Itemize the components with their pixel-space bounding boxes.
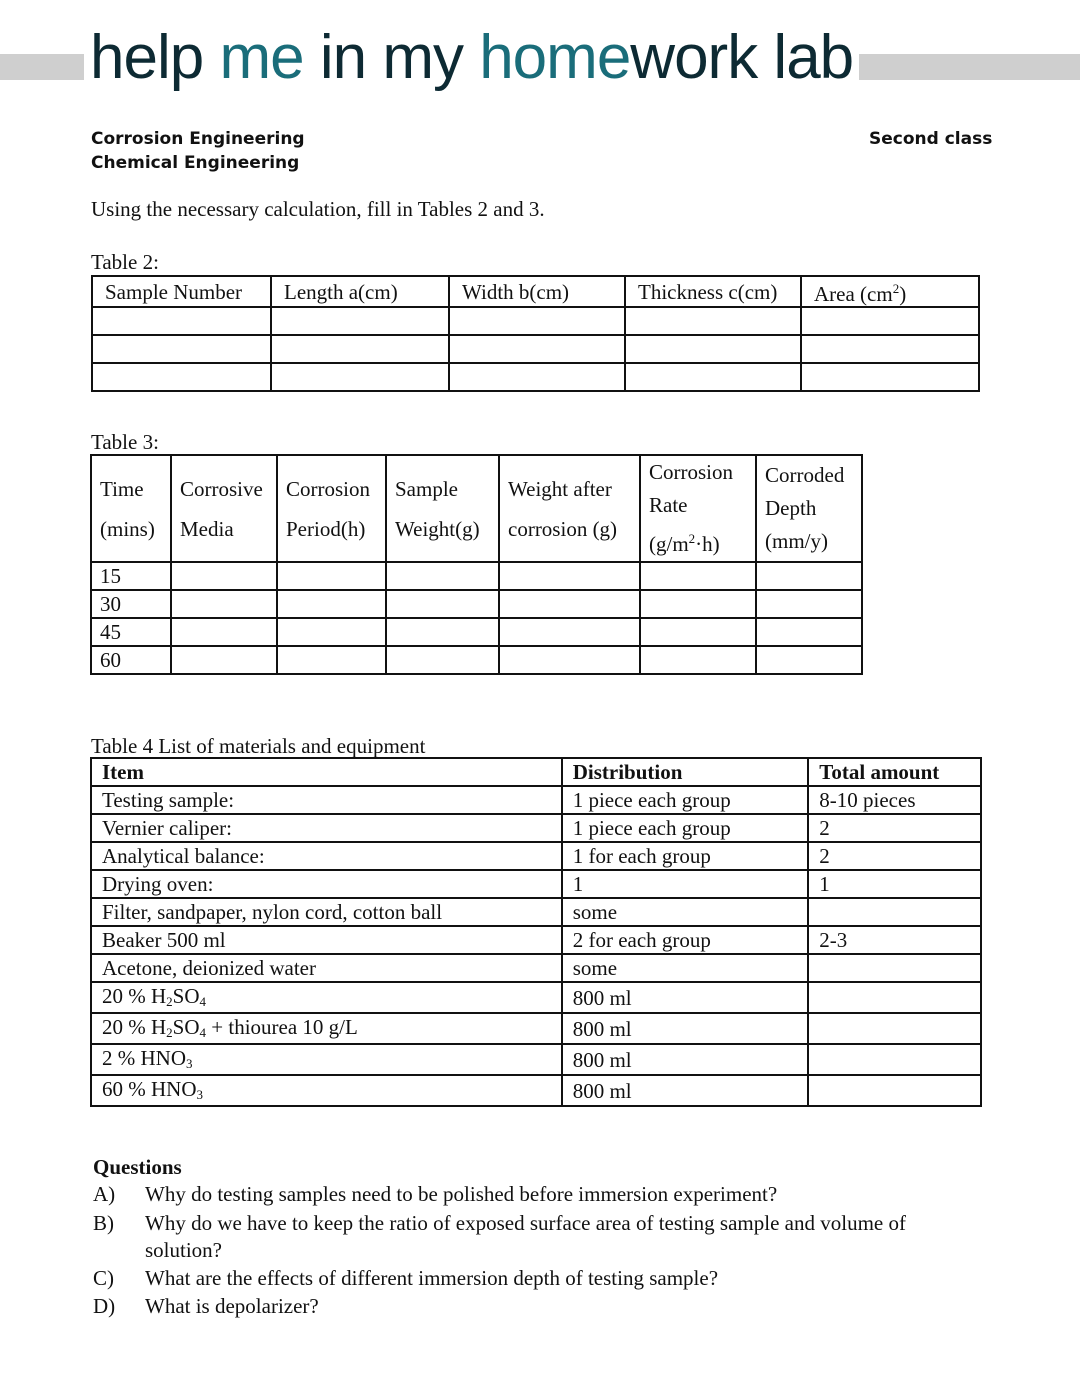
total-cell: 2: [808, 842, 981, 870]
distribution-cell: some: [562, 898, 809, 926]
table-cell[interactable]: [92, 307, 271, 335]
table-row: [91, 954, 981, 982]
distribution-cell: 800 ml: [562, 1075, 809, 1106]
table-cell[interactable]: [449, 363, 625, 391]
table3-header-cell: Corrosion Period(h): [277, 455, 386, 562]
table-cell[interactable]: [499, 562, 640, 590]
time-cell: 30: [91, 590, 171, 618]
table3-header-cell: Corroded Depth (mm/y): [756, 455, 862, 562]
table2: [91, 275, 980, 392]
table-row: [91, 618, 862, 646]
table-cell[interactable]: [277, 562, 386, 590]
table-row: [92, 335, 979, 363]
table2-header-cell: Area $(cm^2)$: [801, 276, 979, 307]
table-cell[interactable]: [625, 335, 801, 363]
item-cell: Testing sample:: [91, 786, 562, 814]
distribution-cell: 800 ml: [562, 1013, 809, 1044]
item-cell: 2 % HNO3: [91, 1044, 562, 1075]
table-cell[interactable]: [625, 307, 801, 335]
table2-header-cell: Width b(cm): [449, 276, 625, 307]
table-cell[interactable]: [499, 646, 640, 674]
table-cell[interactable]: [271, 335, 449, 363]
table-row: [91, 590, 862, 618]
table-cell[interactable]: [640, 618, 756, 646]
table-cell[interactable]: [386, 618, 499, 646]
table3-header-cell: Sample Weight(g): [386, 455, 499, 562]
table-cell[interactable]: [756, 618, 862, 646]
table-cell[interactable]: [92, 335, 271, 363]
table-cell[interactable]: [801, 307, 979, 335]
table-row: [91, 1013, 981, 1044]
item-cell: 20 % H2SO4: [91, 982, 562, 1013]
table-cell[interactable]: [386, 590, 499, 618]
question-c: C) What are the effects of different immersion depth of testing sample?: [93, 1266, 719, 1290]
distribution-cell: some: [562, 954, 809, 982]
table-cell[interactable]: [801, 335, 979, 363]
total-cell: 1: [808, 870, 981, 898]
item-cell: Beaker 500 ml: [91, 926, 562, 954]
table-cell[interactable]: [756, 562, 862, 590]
distribution-cell: 800 ml: [562, 982, 809, 1013]
table-cell[interactable]: [171, 562, 277, 590]
table-cell[interactable]: [171, 590, 277, 618]
total-cell: [808, 982, 981, 1013]
table4-caption: Table 4 List of materials and equipment: [91, 734, 426, 758]
table2-caption: Table 2:: [91, 250, 159, 274]
time-cell: 15: [91, 562, 171, 590]
table3-caption: Table 3:: [91, 430, 159, 454]
questions-title: Questions: [93, 1155, 182, 1179]
table-row: [91, 842, 981, 870]
distribution-cell: 1 piece each group: [562, 814, 809, 842]
table3-header-cell: Time (mins): [91, 455, 171, 562]
item-cell: 20 % H2SO4 + thiourea 10 g/L: [91, 1013, 562, 1044]
total-cell: 2: [808, 814, 981, 842]
distribution-cell: 2 for each group: [562, 926, 809, 954]
table-cell[interactable]: [801, 363, 979, 391]
distribution-cell: 1: [562, 870, 809, 898]
table-cell[interactable]: [271, 363, 449, 391]
table-cell[interactable]: [756, 646, 862, 674]
distribution-cell: 1 piece each group: [562, 786, 809, 814]
table2-header-cell: Sample Number: [92, 276, 271, 307]
table-cell[interactable]: [277, 646, 386, 674]
table-row: [92, 307, 979, 335]
table-cell[interactable]: [386, 562, 499, 590]
total-cell: 2-3: [808, 926, 981, 954]
table-row: [91, 982, 981, 1013]
table-cell[interactable]: [386, 646, 499, 674]
table3-header-cell: Weight after corrosion (g): [499, 455, 640, 562]
table-cell[interactable]: [640, 562, 756, 590]
table-row: [91, 1044, 981, 1075]
table-cell[interactable]: [499, 590, 640, 618]
total-cell: [808, 954, 981, 982]
table-cell[interactable]: [171, 618, 277, 646]
question-b: B) Why do we have to keep the ratio of exposed surface area of testing sample and volume of solution?: [93, 1211, 906, 1262]
table4-header-row: [91, 758, 981, 786]
table-row: [91, 786, 981, 814]
table-row: [91, 814, 981, 842]
table2-header-cell: Thickness c(cm): [625, 276, 801, 307]
department-name: Chemical Engineering: [91, 153, 300, 173]
class-level: Second class: [869, 129, 993, 149]
table-cell[interactable]: [277, 590, 386, 618]
table-cell[interactable]: [499, 618, 640, 646]
table-cell[interactable]: [640, 590, 756, 618]
total-cell: [808, 1075, 981, 1106]
table-cell[interactable]: [277, 618, 386, 646]
course-name: Corrosion Engineering: [91, 129, 305, 149]
table-cell[interactable]: [449, 335, 625, 363]
item-cell: Analytical balance:: [91, 842, 562, 870]
table3: [90, 454, 863, 675]
total-cell: [808, 1044, 981, 1075]
table-row: [91, 926, 981, 954]
table-cell[interactable]: [640, 646, 756, 674]
item-cell: Vernier caliper:: [91, 814, 562, 842]
banner-title: help me in my homework lab: [84, 18, 859, 98]
table3-header-cell: Corrosion Rate $(g/m^2\cdot h)$: [640, 455, 756, 562]
table-cell[interactable]: [92, 363, 271, 391]
table3-header-cell: Corrosive Media: [171, 455, 277, 562]
table-row: [91, 870, 981, 898]
total-cell: 8-10 pieces: [808, 786, 981, 814]
item-cell: Filter, sandpaper, nylon cord, cotton ball: [91, 898, 562, 926]
table-cell[interactable]: [271, 307, 449, 335]
table4-header-cell: Distribution: [562, 758, 809, 786]
time-cell: 60: [91, 646, 171, 674]
question-a: A) Why do testing samples need to be polished before immersion experiment?: [93, 1182, 778, 1206]
table4-header-cell: Item: [91, 758, 562, 786]
table-row: [91, 646, 862, 674]
question-d: D) What is depolarizer?: [93, 1294, 319, 1318]
distribution-cell: 1 for each group: [562, 842, 809, 870]
table-cell[interactable]: [625, 363, 801, 391]
item-cell: Drying oven:: [91, 870, 562, 898]
total-cell: [808, 1013, 981, 1044]
table-cell[interactable]: [756, 590, 862, 618]
table2-header-row: [92, 276, 979, 307]
item-cell: Acetone, deionized water: [91, 954, 562, 982]
table2-header-cell: Length a(cm): [271, 276, 449, 307]
table4: [90, 757, 982, 1107]
table-cell[interactable]: [171, 646, 277, 674]
table-row: [92, 363, 979, 391]
table3-header-row: [91, 455, 862, 562]
time-cell: 45: [91, 618, 171, 646]
instruction-text: Using the necessary calculation, fill in Tables 2 and 3.: [91, 197, 545, 221]
table4-header-cell: Total amount: [808, 758, 981, 786]
table-row: [91, 1075, 981, 1106]
table-row: [91, 562, 862, 590]
item-cell: 60 % HNO3: [91, 1075, 562, 1106]
distribution-cell: 800 ml: [562, 1044, 809, 1075]
table-cell[interactable]: [449, 307, 625, 335]
table-row: [91, 898, 981, 926]
total-cell: [808, 898, 981, 926]
